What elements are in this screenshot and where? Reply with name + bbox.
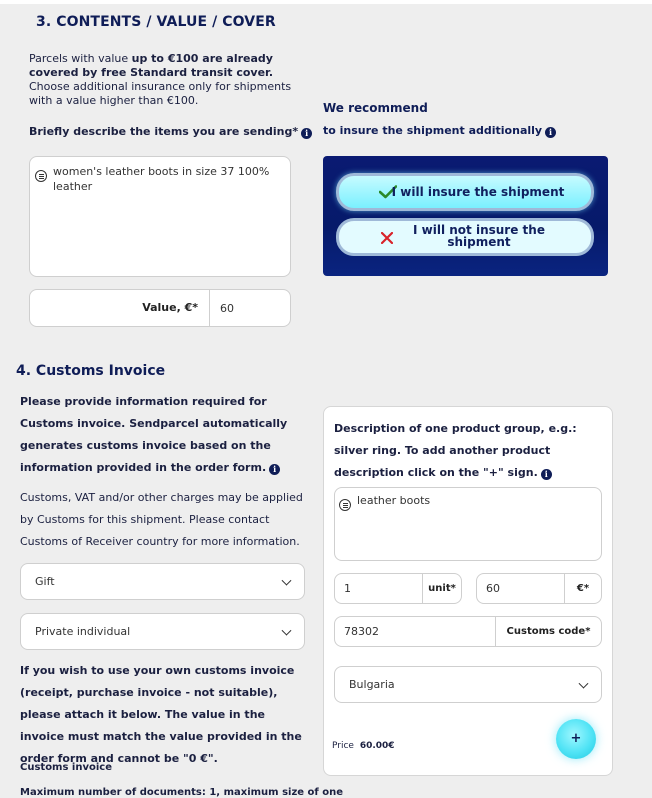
shipment-purpose-select[interactable] <box>20 563 305 600</box>
insure-yes-label: I will insure the shipment <box>391 185 565 199</box>
recommend-title: We recommend <box>323 101 428 115</box>
customs-intro <box>20 391 305 479</box>
price-total <box>332 741 395 751</box>
product-price-input[interactable]: 60 <box>486 582 500 595</box>
product-description-value: leather boots <box>357 494 431 507</box>
customs-code-field[interactable] <box>334 616 602 647</box>
info-icon[interactable]: i <box>301 128 312 139</box>
price-unit-label: €* <box>576 583 590 594</box>
price-total-value: 60.00€ <box>359 741 395 751</box>
info-icon[interactable]: i <box>269 464 280 475</box>
quantity-unit-label: unit* <box>428 583 456 594</box>
info-icon[interactable]: i <box>545 127 556 138</box>
chevron-down-icon <box>282 575 292 585</box>
product-desc-label <box>334 418 602 484</box>
customs-charges-text: Customs, VAT and/or other charges may be applied by Customs for this shipment. Please contact Customs of Receiver country for more information. <box>20 491 303 548</box>
value-divider <box>209 290 210 326</box>
items-description-textarea[interactable] <box>29 156 291 277</box>
product-group-card <box>323 406 613 776</box>
quantity-input[interactable]: 1 <box>344 582 351 595</box>
sender-type-value: Private individual <box>35 625 131 638</box>
insure-yes-button[interactable] <box>336 173 594 211</box>
recommend-subtitle <box>323 124 556 138</box>
sender-type-select[interactable] <box>20 613 305 650</box>
document-limit-text: Maximum number of documents: 1, maximum size of one <box>20 787 344 798</box>
insure-no-label: I will not insure the shipment <box>413 223 545 249</box>
customs-intro-text: Please provide information required for Customs invoice. Sendparcel automatically generates customs invoice based on the information provided in the order form. <box>20 395 288 474</box>
own-invoice-text: If you wish to use your own customs invoice (receipt, purchase invoice - not suitable), please attach it below. The value in the invoice must match the value provided in the order form and cannot be "0 €". <box>20 664 302 765</box>
origin-country-select[interactable] <box>334 666 602 703</box>
customs-code-label: Customs code* <box>506 626 591 637</box>
chevron-down-icon <box>579 678 589 688</box>
section-4-title: 4. Customs Invoice <box>16 363 166 379</box>
cover-info-text <box>29 52 301 108</box>
origin-country-value: Bulgaria <box>349 678 395 691</box>
customs-invoice-label: Customs invoice <box>20 762 112 773</box>
list-icon <box>339 499 351 511</box>
product-desc-label-text: Description of one product group, e.g.: silver ring. To add another product description click on the "+" sign. <box>334 422 577 479</box>
price-total-label: Price <box>332 741 354 751</box>
section-3-title: 3. CONTENTS / VALUE / COVER <box>36 14 276 30</box>
top-edge <box>0 0 652 4</box>
items-description-value: women's leather boots in size 37 100% leather <box>53 165 270 193</box>
shipment-purpose-value: Gift <box>35 575 55 588</box>
insure-no-button[interactable] <box>336 218 594 256</box>
product-description-textarea[interactable] <box>334 487 602 561</box>
insurance-panel <box>323 156 608 276</box>
info-icon[interactable]: i <box>541 469 552 480</box>
describe-label-text: Briefly describe the items you are sending* <box>29 125 299 138</box>
product-price-field[interactable] <box>476 573 602 604</box>
cross-icon <box>381 232 393 244</box>
chevron-down-icon <box>282 625 292 635</box>
recommend-subtitle-text: to insure the shipment additionally <box>323 124 543 137</box>
cover-text-bold: up to €100 are already covered by free Standard transit cover. <box>29 52 274 79</box>
customs-code-input[interactable]: 78302 <box>344 625 379 638</box>
cover-text-part1: Parcels with value <box>29 52 132 65</box>
describe-label <box>29 125 312 139</box>
cover-text-part2: Choose additional insurance only for shipments with a value higher than €100. <box>29 80 292 107</box>
add-product-button[interactable]: + <box>556 719 596 759</box>
value-input[interactable]: 60 <box>220 302 234 315</box>
value-label: Value, €* <box>142 301 198 314</box>
quantity-field[interactable] <box>334 573 462 604</box>
list-icon <box>35 170 47 182</box>
value-field[interactable] <box>29 289 291 327</box>
